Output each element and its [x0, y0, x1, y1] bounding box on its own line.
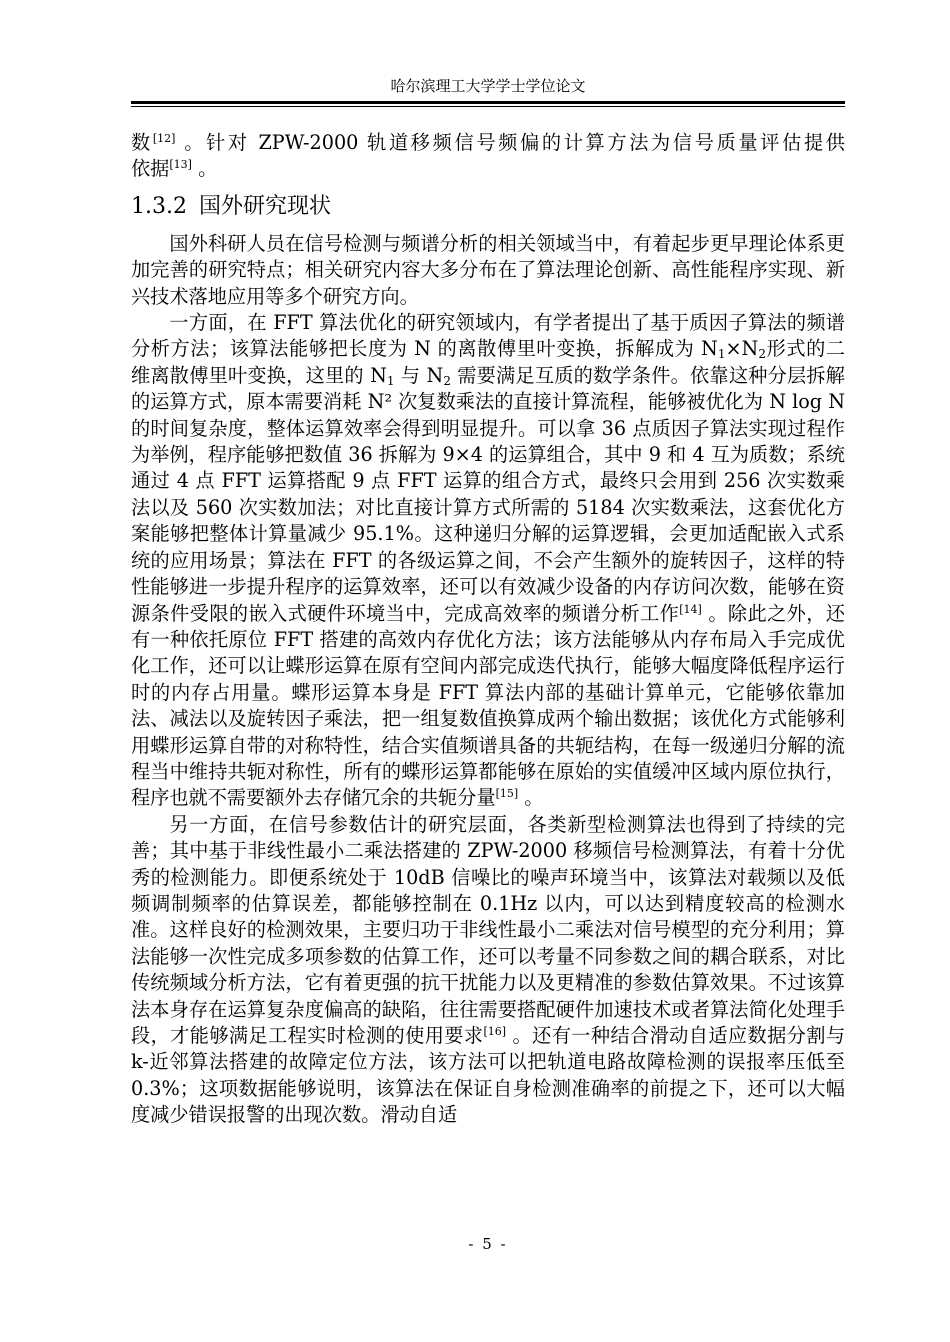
paragraph-continued	[131, 130, 845, 183]
citation-ref: [14]	[679, 602, 702, 616]
citation-ref: [16]	[483, 1025, 507, 1038]
page-number: - 5 -	[468, 1235, 508, 1253]
citation-ref: [13]	[169, 158, 192, 172]
header-rule-thick	[131, 101, 845, 104]
paragraph: 国外科研人员在信号检测与频谱分析的相关领域当中，有着起步更早理论体系更加完善的研究特点；相关研究内容大多分布在了算法理论创新、高性能程序实现、新兴技术落地应用等多个研究方向。	[131, 231, 845, 308]
text-line: 依据[13] 。	[131, 157, 218, 181]
citation-ref: [12]	[152, 132, 176, 145]
section-number: 1.3.2	[131, 193, 187, 219]
section-heading	[131, 189, 845, 225]
section-title: 国外研究现状	[198, 193, 331, 219]
paragraph: 一方面，在 FFT 算法优化的研究领域内，有学者提出了基于质因子算法的频谱分析方法；该算法能够把长度为 N 的离散傅里叶变换，拆解成为 $N_1\times N_2$形式的二维离散傅里叶变换，这里的 $N_1$ 与 $N_2$ 需要满足互质的数学条件。依靠这种分层拆解的运算方式，原本需要消耗 N² 次复数乘法的直接计算流程，能够被优化为 N log N 的时间复杂度，整体运算效率会得到明显提升。可以拿 36 点质因子算法实现过程作为举例，程序能够把数值 36 拆解为 9×4 的运算组合，其中 9 和 4 互为质数；系统通过 4 点 FFT 运算搭配 9 点 FFT 运算的组合方式，最终只会用到 256 次实数乘法以及 560 次实数加法；对比直接计算方式所需的 5184 次实数乘法，这套优化方案能够把整体计算量减少 95.1%。这种递归分解的运算逻辑，会更加适配嵌入式系统的应用场景；算法在 FFT 的各级运算之间，不会产生额外的旋转因子，这样的特性能够进一步提升程序的运算效率，还可以有效减少设备的内存访问次数，能够在资源条件受限的嵌入式硬件环境当中，完成高效率的频谱分析工作[14] 。除此之外，还有一种依托原位 FFT 搭建的高效内存优化方法；该方法能够从内存布局入手完成优化工作，还可以让蝶形运算在原有空间内部完成迭代执行，能够大幅度降低程序运行时的内存占用量。蝶形运算本身是 FFT 算法内部的基础计算单元，它能够依靠加法、减法以及旋转因子乘法，把一组复数值换算成两个输出数据；该优化方式能够利用蝶形运算自带的对称特性，结合实值频谱具备的共轭结构，在每一级递归分解的流程当中维持共轭对称性，所有的蝶形运算都能够在原始的实值缓冲区域内原位执行，程序也就不需要额外去存储冗余的共轭分量[15] 。	[131, 311, 846, 810]
citation-ref: [15]	[495, 787, 519, 801]
running-header: 哈尔滨理工大学学士学位论文	[390, 77, 586, 95]
body-text	[131, 130, 845, 1129]
text-line: 数[12] 。针对 ZPW-2000 轨道移频信号频偏的计算方法为信号质量评估提供	[131, 131, 845, 154]
header-rule-thin	[131, 106, 845, 107]
paragraph: 另一方面，在信号参数估计的研究层面，各类新型检测算法也得到了持续的完善；其中基于非线性最小二乘法搭建的 ZPW-2000 移频信号检测算法，有着十分优秀的检测能力。即便系统处于 10dB 信噪比的噪声环境当中，该算法对载频以及低频调制频率的估算误差，都能够控制在 0.1Hz 以内，可以达到精度较高的检测水准。这样良好的检测效果，主要归功于非线性最小二乘法对信号模型的充分利用；算法能够一次性完成多项参数的估算工作，还可以考量不同参数之间的耦合联系，对比传统频域分析方法，它有着更强的抗干扰能力以及更精准的参数估算效果。不过该算法本身存在运算复杂度偏高的缺陷，往往需要搭配硬件加速技术或者算法简化处理手段，才能够满足工程实时检测的使用要求[16] 。还有一种结合滑动自适应数据分割与 k-近邻算法搭建的故障定位方法，该方法可以把轨道电路故障检测的误报率压低至 0.3%；这项数据能够说明，该算法在保证自身检测准确率的前提之下，还可以大幅度减少错误报警的出现次数。滑动自适	[131, 812, 846, 1127]
